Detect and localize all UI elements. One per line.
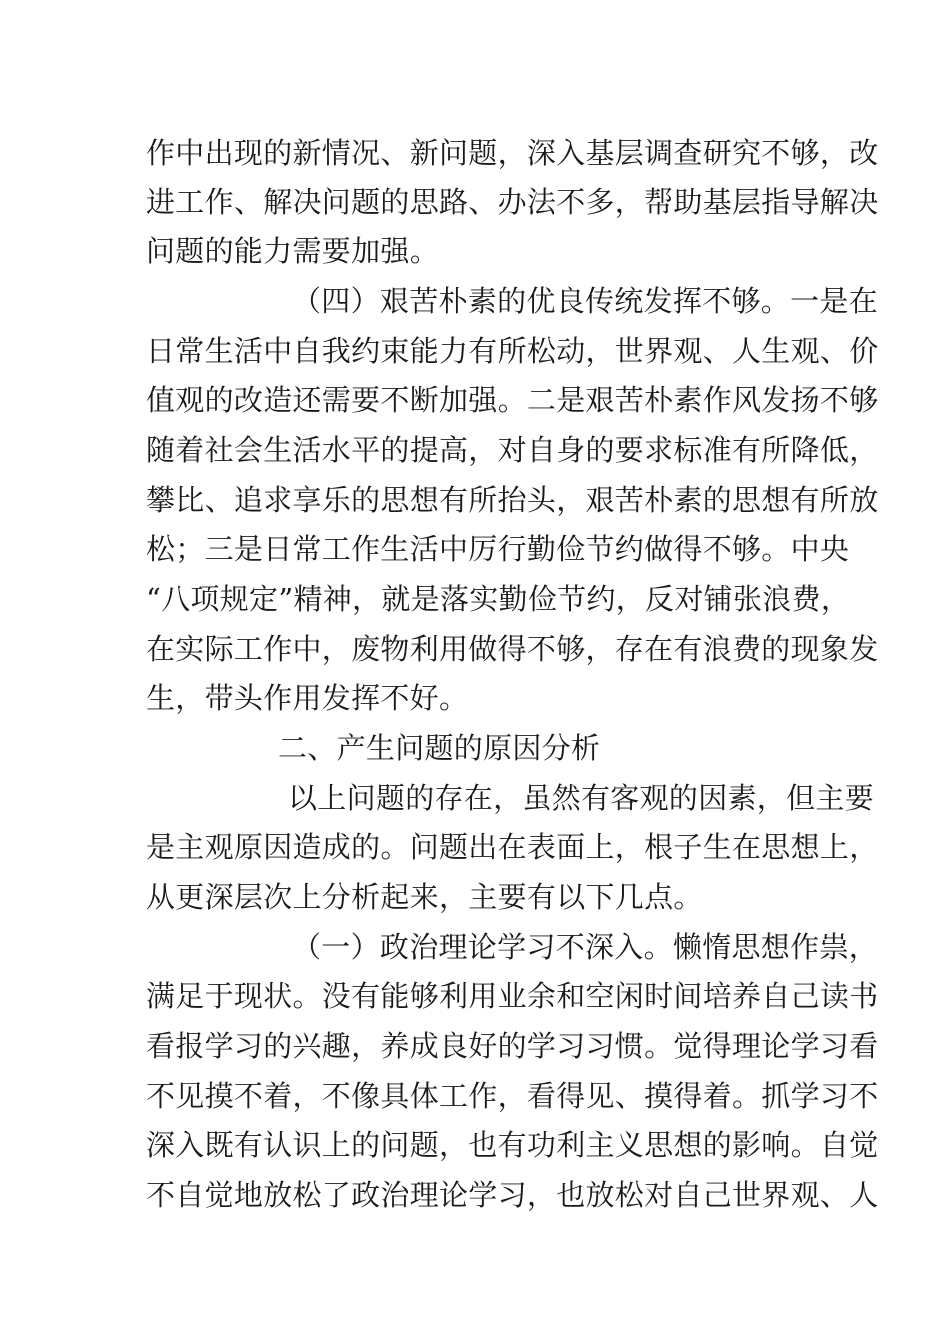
text-line: “八项规定”精神，就是落实勤俭节约，反对铺张浪费， (146, 582, 851, 616)
text-line: 是主观原因造成的。问题出在表面上，根子生在思想上， (146, 830, 879, 864)
chapter-heading: 二、产生问题的原因分析 (278, 731, 601, 765)
text-line: 深入既有认识上的问题，也有功利主义思想的影响。自觉 (146, 1128, 879, 1162)
text-line: 随着社会生活水平的提高，对自身的要求标准有所降低， (146, 433, 879, 467)
text-line: 不自觉地放松了政治理论学习，也放松对自己世界观、人 (146, 1178, 879, 1212)
text-line: 日常生活中自我约束能力有所松动，世界观、人生观、价 (146, 334, 879, 368)
text-line: 进工作、解决问题的思路、办法不多，帮助基层指导解决 (146, 185, 879, 219)
text-line: 看报学习的兴趣，养成良好的学习习惯。觉得理论学习看 (146, 1029, 879, 1063)
section-heading-line: （一）政治理论学习不深入。懒惰思想作祟， (292, 930, 879, 964)
text-line: 在实际工作中，废物利用做得不够，存在有浪费的现象发 (146, 632, 879, 666)
text-line: 攀比、追求享乐的思想有所抬头，艰苦朴素的思想有所放 (146, 483, 879, 517)
text-line: 作中出现的新情况、新问题，深入基层调查研究不够，改 (146, 136, 879, 170)
section-heading-line: （四）艰苦朴素的优良传统发挥不够。一是在 (292, 284, 879, 318)
text-line: 值观的改造还需要不断加强。二是艰苦朴素作风发扬不够 (146, 383, 879, 417)
text-line: 问题的能力需要加强。 (146, 234, 440, 268)
text-line: 不见摸不着，不像具体工作，看得见、摸得着。抓学习不 (146, 1079, 879, 1113)
text-line: 生，带头作用发挥不好。 (146, 681, 469, 715)
text-line: 从更深层次上分析起来，主要有以下几点。 (146, 880, 703, 914)
text-line: 满足于现状。没有能够利用业余和空闲时间培养自己读书 (146, 979, 879, 1013)
text-line: 松；三是日常工作生活中厉行勤俭节约做得不够。中央 (146, 532, 850, 566)
paragraph-first-line: 以上问题的存在，虽然有客观的因素，但主要 (288, 781, 875, 815)
